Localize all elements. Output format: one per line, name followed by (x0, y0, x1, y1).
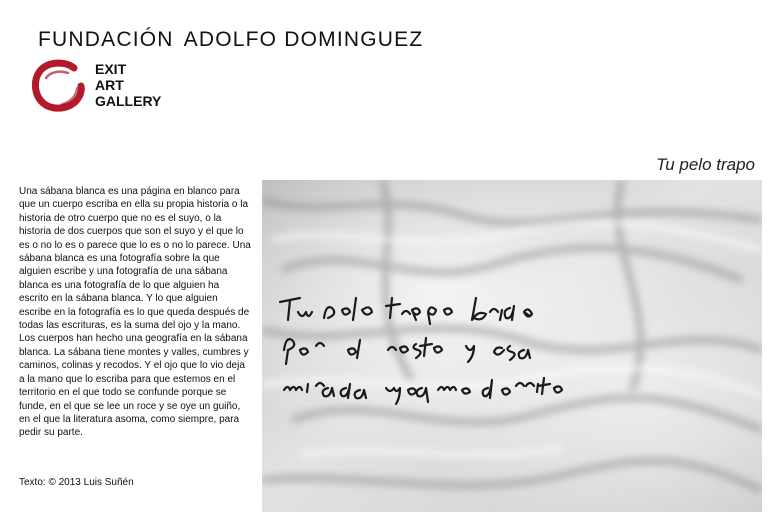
text-credit: Texto: © 2013 Luis Suñén (19, 477, 134, 488)
gallery-line: EXIT (95, 61, 127, 77)
gallery-name (95, 61, 161, 109)
gallery-line: GALLERY (95, 93, 162, 109)
svg-text:·: · (714, 494, 716, 499)
foundation-word: FUNDACIÓN (38, 28, 174, 51)
gallery-line: ART (95, 77, 124, 93)
foundation-name: ADOLFO DOMINGUEZ (183, 28, 424, 51)
red-brush-circle-icon (30, 58, 86, 114)
artwork-title: Tu pelo trapo (656, 155, 755, 174)
essay-text: Una sábana blanca es una página en blanco para que un cuerpo escriba en ella su propia historia o la historia de otro cuerpo que no es el suyo, o la historia de dos cuerpos que son el suyo y el que lo es o no lo es o parece que lo es o no lo parece. Una sábana blanca es una fotografía sobre la que alguien escribe y una fotografía de una sábana blanca es una fotografía de lo que alguien ha escrito en la sábana blanca. Y lo que alguien escribe en la fotografía es lo que queda después de todas las escrituras, es la suma del ojo y la mano. Los cuerpos han hecho una geografía en la sábana blanca. La sábana tiene montes y valles, cumbres y caminos, colinas y recodos. Y el ojo que lo vio deja a la mano que lo escriba para que estemos en el territorio en el que todo se confunde porque se funde, en el que se lee un roce y se oye un guiño, en el que la literatura asoma, como siempre, para pedir su parte. (19, 186, 251, 439)
artwork-image (262, 180, 762, 512)
foundation-title (38, 28, 423, 52)
